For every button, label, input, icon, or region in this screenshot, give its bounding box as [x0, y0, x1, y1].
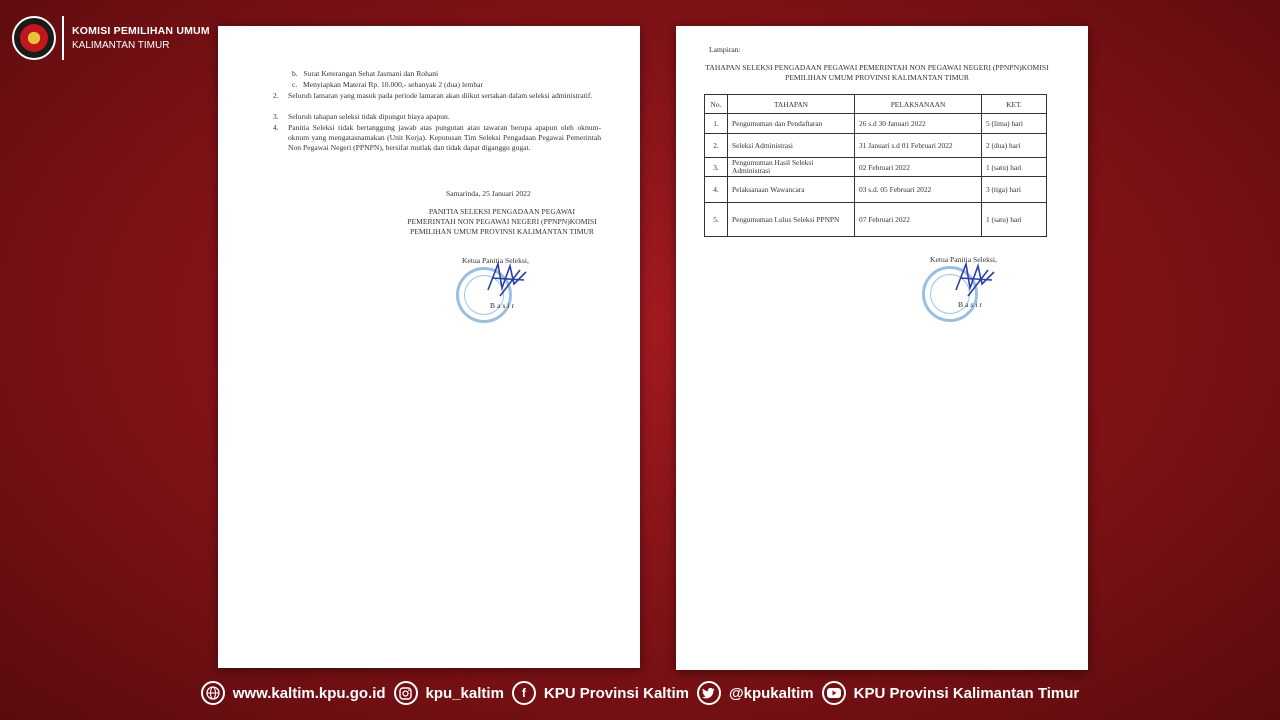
table-cell: 5.	[705, 203, 728, 237]
table-cell: 07 Februari 2022	[855, 203, 982, 237]
twitter-icon	[697, 681, 721, 705]
youtube-link[interactable]	[822, 681, 1080, 705]
org-region: KALIMANTAN TIMUR	[72, 40, 170, 51]
twitter-link[interactable]	[697, 681, 814, 705]
signature	[480, 258, 532, 304]
table-cell: Pengumuman Hasil Seleksi Administrasi	[728, 158, 855, 177]
youtube-icon	[822, 681, 846, 705]
table-cell: Seleksi Administrasi	[728, 134, 855, 158]
table-cell: 31 Januari s.d 01 Februari 2022	[855, 134, 982, 158]
chair-label: Ketua Panitia Seleksi,	[930, 255, 997, 264]
list-item: 4. Panitia Seleksi tidak bertanggung jawab atas pungutan atau tawaran berupa apapun oleh oknum-oknum yang mengatasnamakan (Unit Kerja). Keputusan Tim Seleksi Pengadaan Pegawai Pemerintah Non Pegawai Negeri (PPNPN), bersifat mutlak dan tidak dapat diganggu gugat.	[273, 123, 601, 152]
attachment-label: Lampiran:	[709, 45, 741, 54]
table-cell: Pelaksanaan Wawancara	[728, 177, 855, 203]
table-cell: 2.	[705, 134, 728, 158]
table-header-row	[705, 95, 1047, 114]
table-row	[705, 158, 1047, 177]
youtube-text: KPU Provinsi Kalimantan Timur	[853, 684, 1080, 702]
chair-label: Ketua Panitia Seleksi,	[462, 256, 529, 265]
column-header: KET.	[982, 95, 1047, 114]
table-cell: 2 (dua) hari	[982, 134, 1047, 158]
attachment-title: TAHAPAN SELEKSI PENGADAAN PEGAWAI PEMERINTAH NON PEGAWAI NEGERI (PPNPN)KOMISI PEMILIHAN UMUM PROVINSI KALIMANTAN TIMUR	[705, 63, 1049, 82]
table-cell: 26 s.d 30 Januari 2022	[855, 114, 982, 134]
document-page-2	[676, 26, 1088, 670]
globe-icon	[201, 681, 225, 705]
website-text: www.kaltim.kpu.go.id	[232, 684, 386, 702]
table-cell: 4.	[705, 177, 728, 203]
table-cell: 02 Februari 2022	[855, 158, 982, 177]
instagram-link[interactable]	[394, 681, 504, 705]
kpu-logo	[12, 16, 56, 60]
social-footer	[0, 678, 1280, 708]
table-cell: 3 (tiga) hari	[982, 177, 1047, 203]
table-cell: 03 s.d. 05 Februari 2022	[855, 177, 982, 203]
brand-text	[72, 25, 210, 51]
facebook-icon: f	[512, 681, 536, 705]
table-cell: Pengumuman Lulus Seleksi PPNPN	[728, 203, 855, 237]
facebook-link[interactable]	[512, 681, 689, 705]
column-header: TAHAPAN	[728, 95, 855, 114]
list-item: 2. Seluruh lamaran yang masuk pada periode lamaran akan diikut sertakan dalam seleksi administratif.	[273, 91, 593, 100]
table-cell: 1.	[705, 114, 728, 134]
signer-name: Basir	[958, 300, 985, 309]
place-date: Samarinda, 25 Januari 2022	[446, 189, 531, 198]
brand-header	[12, 16, 210, 60]
instagram-icon	[394, 681, 418, 705]
table-cell: 5 (lima) hari	[982, 114, 1047, 134]
column-header: No.	[705, 95, 728, 114]
committee-name: PANITIA SELEKSI PENGADAAN PEGAWAI PEMERINTAH NON PEGAWAI NEGERI (PPNPN)KOMISI PEMILIHAN UMUM PROVINSI KALIMANTAN TIMUR	[407, 207, 597, 236]
signer-name: Basir	[490, 301, 517, 310]
table-row	[705, 114, 1047, 134]
requirement-item-b: b. Surat Keterangan Sehat Jasmani dan Rohani	[292, 69, 439, 78]
website-link[interactable]	[201, 681, 386, 705]
table-row	[705, 177, 1047, 203]
org-name: KOMISI PEMILIHAN UMUM	[72, 25, 210, 37]
signature	[948, 258, 1000, 304]
facebook-text: KPU Provinsi Kaltim	[543, 684, 689, 702]
document-page-1	[218, 26, 640, 668]
list-item: 3. Seluruh tahapan seleksi tidak dipungut biaya apapun.	[273, 112, 450, 121]
table-cell: 3.	[705, 158, 728, 177]
column-header: PELAKSANAAN	[855, 95, 982, 114]
table-cell: 1 (satu) hari	[982, 158, 1047, 177]
brand-divider	[62, 16, 64, 60]
schedule-table	[704, 94, 1047, 237]
twitter-text: @kpukaltim	[728, 684, 814, 702]
requirement-item-c: c. Menyiapkan Materai Rp. 10.000,- sebanyak 2 (dua) lembar	[292, 80, 484, 89]
instagram-text: kpu_kaltim	[425, 684, 504, 702]
table-row	[705, 203, 1047, 237]
table-row	[705, 134, 1047, 158]
table-cell: 1 (satu) hari	[982, 203, 1047, 237]
table-cell: Pengumuman dan Pendaftaran	[728, 114, 855, 134]
